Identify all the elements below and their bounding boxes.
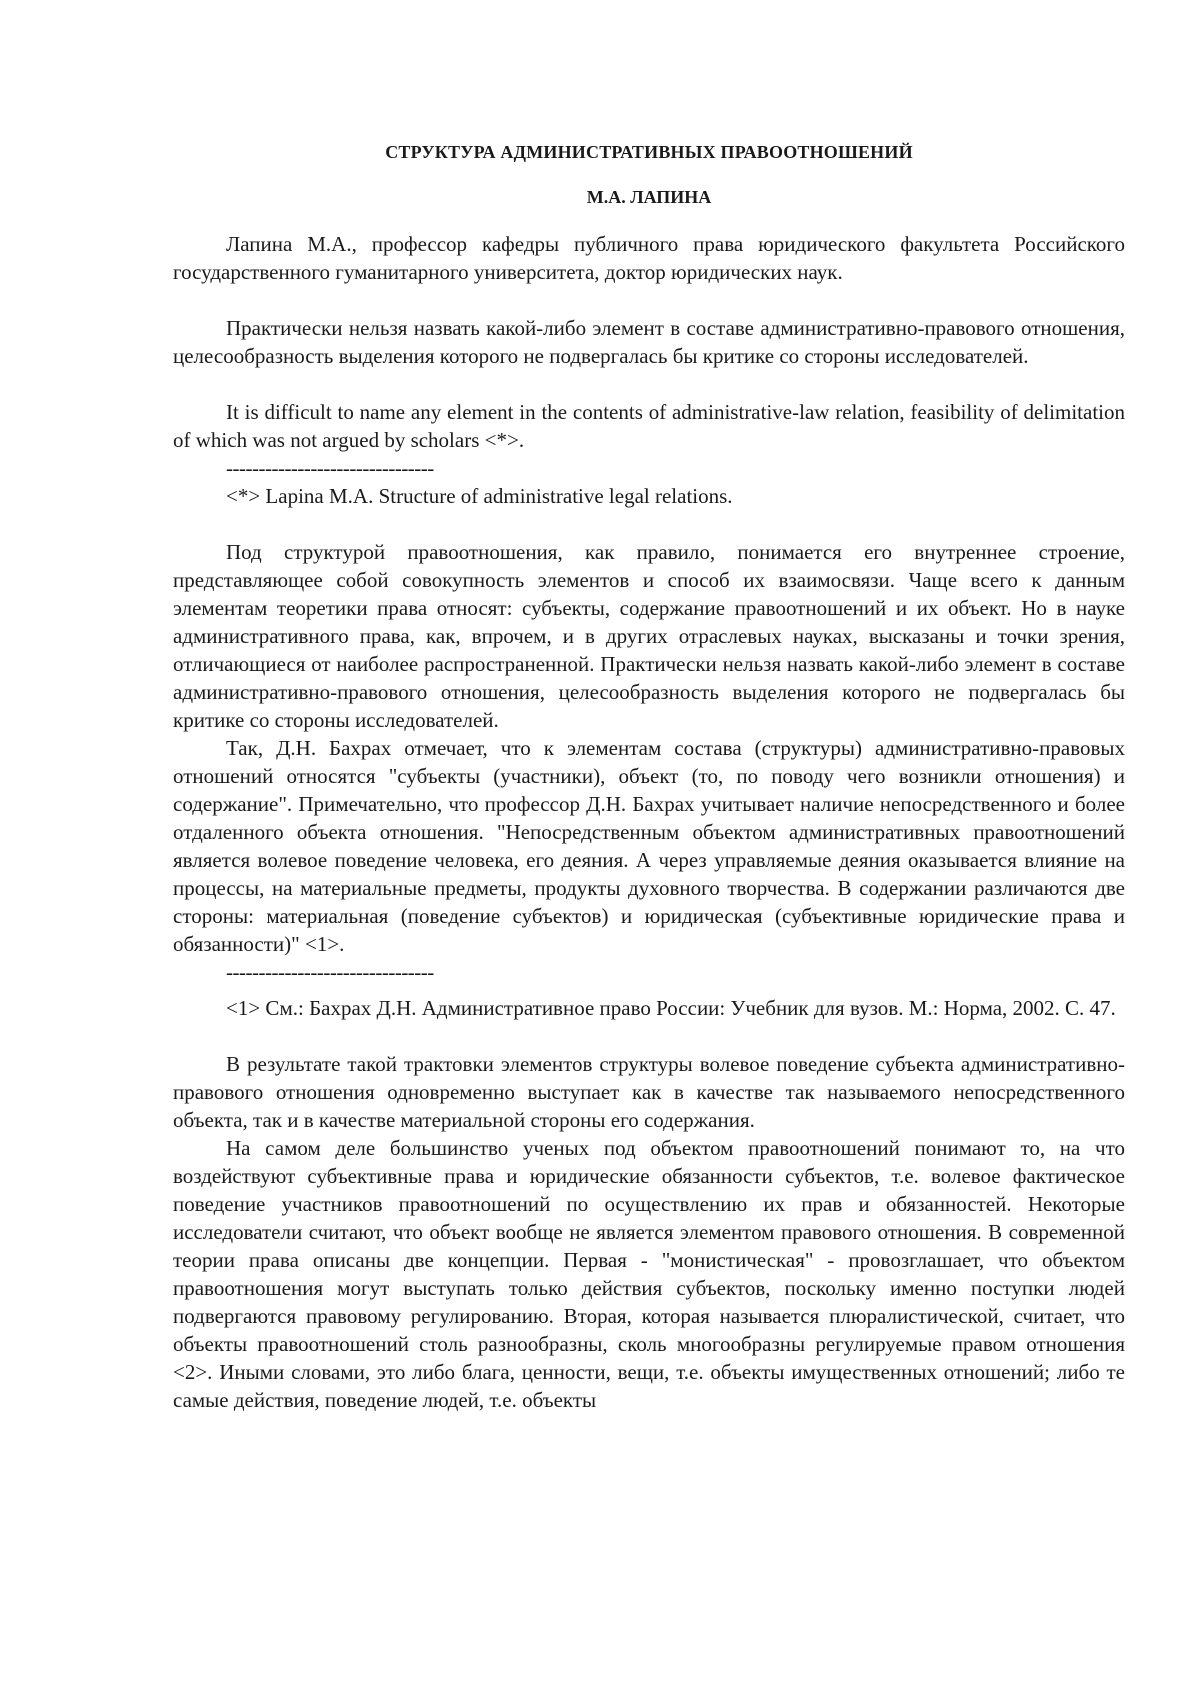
document-body xyxy=(173,140,1125,1414)
footnote-separator: -------------------------------- xyxy=(226,960,434,984)
author-info: Лапина М.А., профессор кафедры публичного права юридического факультета Российского государственного гуманитарного университета, доктор юридических наук. xyxy=(173,232,1125,284)
paragraph-2: Так, Д.Н. Бахрах отмечает, что к элементам состава (структуры) административно-правовых отношений относятся "субъекты (участники), объект (то, по поводу чего возникли отношения) и содержание". Примечательно, что профессор Д.Н. Бахрах учитывает наличие непосредственного и более отдаленного объекта отношения. "Непосредственным объектом административных правоотношений является волевое поведение человека, его деяния. А через управляемые деяния оказывается влияние на процессы, на материальные предметы, продукты духовного творчества. В содержании различаются две стороны: материальная (поведение субъектов) и юридическая (субъективные юридические права и обязанности)" <1>. xyxy=(173,736,1125,956)
spacer xyxy=(173,986,1125,994)
document-title: СТРУКТУРА АДМИНИСТРАТИВНЫХ ПРАВООТНОШЕНИЙ xyxy=(385,142,913,162)
spacer xyxy=(173,370,1125,398)
footnote-1: <1> См.: Бахрах Д.Н. Административное право России: Учебник для вузов. М.: Норма, 2002. С. 47. xyxy=(226,996,1116,1020)
spacer xyxy=(173,510,1125,538)
document-author: М.А. ЛАПИНА xyxy=(586,187,712,207)
footnote-separator: -------------------------------- xyxy=(226,456,434,480)
abstract-en: It is difficult to name any element in the contents of administrative-law relation, feasibility of delimitation of which was not argued by scholars <*>. xyxy=(173,400,1125,452)
footnote-star: <*> Lapina M.A. Structure of administrative legal relations. xyxy=(226,484,733,508)
paragraph-4: На самом деле большинство ученых под объектом правоотношений понимают то, на что воздействуют субъективные права и юридические обязанности субъектов, т.е. волевое фактическое поведение участников правоотношений по осуществлению их прав и обязанностей. Некоторые исследователи считают, что объект вообще не является элементом правового отношения. В современной теории права описаны две концепции. Первая - "монистическая" - провозглашает, что объектом правоотношения могут выступать только действия субъектов, поскольку именно поступки людей подвергаются правовому регулированию. Вторая, которая называется плюралистической, считает, что объекты правоотношений столь разнообразны, сколь многообразны регулируемые правом отношения <2>. Иными словами, это либо блага, ценности, вещи, т.е. объекты имущественных отношений; либо те самые действия, поведение людей, т.е. объекты xyxy=(173,1136,1125,1412)
paragraph-1: Под структурой правоотношения, как правило, понимается его внутреннее строение, представляющее собой совокупность элементов и способ их взаимосвязи. Чаще всего к данным элементам теоретики права относят: субъекты, содержание правоотношений и их объект. Но в науке административного права, как, впрочем, и в других отраслевых науках, высказаны и точки зрения, отличающиеся от наиболее распространенной. Практически нельзя назвать какой-либо элемент в составе административно-правового отношения, целесообразность выделения которого не подвергалась бы критике со стороны исследователей. xyxy=(173,540,1125,732)
paragraph-3: В результате такой трактовки элементов структуры волевое поведение субъекта административно-правового отношения одновременно выступает как в качестве так называемого непосредственного объекта, так и в качестве материальной стороны его содержания. xyxy=(173,1052,1125,1132)
spacer xyxy=(173,1022,1125,1050)
spacer xyxy=(173,286,1125,314)
abstract-ru: Практически нельзя назвать какой-либо элемент в составе административно-правового отношения, целесообразность выделения которого не подвергалась бы критике со стороны исследователей. xyxy=(173,316,1125,368)
